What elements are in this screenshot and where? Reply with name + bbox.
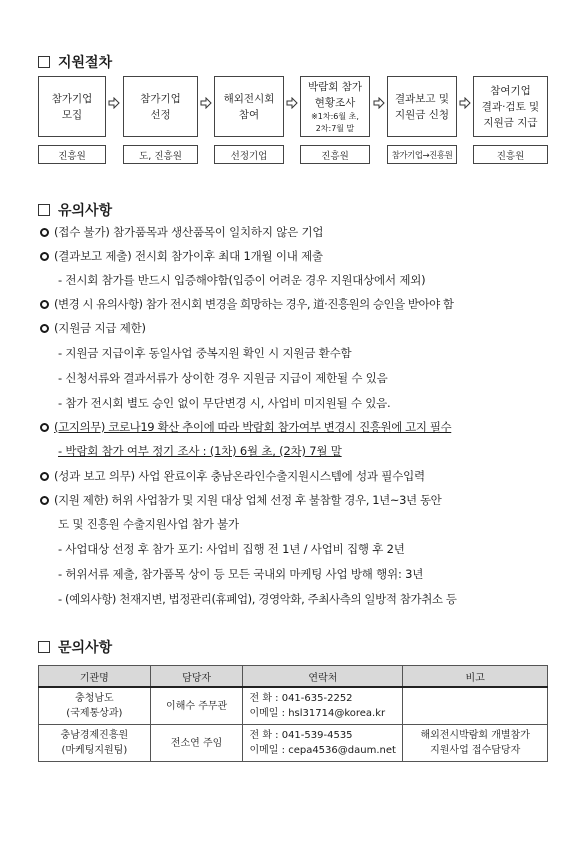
phone-text: 전 화 : 041-539-4535 bbox=[249, 730, 353, 741]
column-header: 비고 bbox=[403, 666, 548, 688]
flow-box bbox=[387, 76, 457, 137]
org-dept: (국제통상과) bbox=[66, 708, 123, 719]
flow-step-label: 결과보고 및 지원금 신청 bbox=[394, 92, 450, 121]
note-subitem: - 허위서류 제출, 참가품목 상이 등 모든 국내외 마케팅 사업 방해 행위: 3년 bbox=[58, 567, 424, 581]
note-subitem: - 사업대상 선정 후 참가 포기: 사업비 집행 전 1년 / 사업비 집행 후 2년 bbox=[58, 542, 405, 556]
table-header-row bbox=[39, 666, 548, 688]
section-title-procedure bbox=[38, 52, 112, 72]
note-subitem: - 지원금 지급이후 동일사업 중복지원 확인 시 지원금 환수함 bbox=[58, 346, 352, 360]
note-item bbox=[40, 492, 441, 508]
flow-box bbox=[38, 76, 106, 137]
flow-org: 진흥원 bbox=[473, 145, 548, 164]
flow-box bbox=[214, 76, 284, 137]
email-text: 이메일 : cepa4536@daum.net bbox=[249, 745, 396, 756]
note-continuation: 도 및 진흥원 수출지원사업 참가 불가 bbox=[58, 517, 239, 531]
note-subitem: - 참가 전시회 별도 승인 없이 무단변경 시, 사업비 미지원될 수 있음. bbox=[58, 396, 391, 410]
arrow-right-icon bbox=[459, 97, 471, 109]
note-item bbox=[40, 296, 453, 312]
note-text: (지원금 지급 제한) bbox=[54, 321, 146, 335]
note-subitem: - 전시회 참가를 반드시 입증해야함(입증이 어려운 경우 지원대상에서 제외) bbox=[58, 273, 426, 287]
note-item bbox=[40, 419, 451, 435]
email-text: 이메일 : hsl31714@korea.kr bbox=[249, 708, 386, 719]
org-name: 충청남도 bbox=[75, 693, 114, 704]
note-item bbox=[40, 248, 323, 264]
circle-bullet-icon bbox=[40, 496, 49, 505]
section-title-text: 문의사항 bbox=[58, 640, 113, 656]
person-cell: 이해수 주무관 bbox=[150, 687, 243, 725]
flow-step-note: ※1차:6월 초, 2차:7월 말 bbox=[311, 111, 359, 133]
flow-step-label: 해외전시회 참여 bbox=[223, 92, 275, 121]
person-cell: 전소연 주임 bbox=[150, 725, 243, 762]
circle-bullet-icon bbox=[40, 324, 49, 333]
section-title-inquiry bbox=[38, 637, 112, 657]
flow-box bbox=[123, 76, 198, 137]
arrow-right-icon bbox=[200, 97, 212, 109]
flow-box bbox=[300, 76, 370, 137]
note-text: (변경 시 유의사항) 참가 전시회 변경을 희망하는 경우, 道·진흥원의 승인을 받아야 함 bbox=[54, 297, 454, 311]
note-subitem: - (예외사항) 천재지변, 법정관리(휴폐업), 경영악화, 주최사측의 일방적 참가취소 등 bbox=[58, 592, 457, 606]
org-cell bbox=[39, 687, 151, 725]
circle-bullet-icon bbox=[40, 472, 49, 481]
arrow-right-icon bbox=[373, 97, 385, 109]
arrow-right-icon bbox=[286, 97, 298, 109]
column-header: 담당자 bbox=[150, 666, 243, 688]
note-subitem: - 박람회 참가 여부 정기 조사 : (1차) 6월 초, (2차) 7월 말 bbox=[58, 444, 342, 458]
checkbox-square-icon bbox=[38, 204, 50, 216]
checkbox-square-icon bbox=[38, 641, 50, 653]
org-name: 충남경제진흥원 bbox=[60, 730, 129, 741]
org-cell bbox=[39, 725, 151, 762]
phone-text: 전 화 : 041-635-2252 bbox=[249, 693, 353, 704]
arrow-right-icon bbox=[108, 97, 120, 109]
checkbox-square-icon bbox=[38, 56, 50, 68]
note-item bbox=[40, 224, 323, 240]
note-text: (성과 보고 의무) 사업 완료이후 충남온라인수출지원시스템에 성과 필수입력 bbox=[54, 469, 425, 483]
circle-bullet-icon bbox=[40, 423, 49, 432]
table-row bbox=[39, 687, 548, 725]
flow-org: 진흥원 bbox=[300, 145, 370, 164]
column-header: 연락처 bbox=[243, 666, 403, 688]
note-subitem: - 신청서류와 결과서류가 상이한 경우 지원금 지급이 제한될 수 있음 bbox=[58, 371, 388, 385]
section-title-notes bbox=[38, 200, 112, 220]
remark-cell bbox=[403, 725, 548, 762]
circle-bullet-icon bbox=[40, 252, 49, 261]
contact-cell bbox=[243, 725, 403, 762]
note-text: (고지의무) 코로나19 확산 추이에 따라 박람회 참가여부 변경시 진흥원에 고지 필수 bbox=[54, 420, 452, 434]
flow-org: 참가기업→진흥원 bbox=[387, 145, 457, 164]
note-text: (접수 불가) 참가품목과 생산품목이 일치하지 않은 기업 bbox=[54, 225, 324, 239]
table-row bbox=[39, 725, 548, 762]
circle-bullet-icon bbox=[40, 228, 49, 237]
note-item bbox=[40, 468, 425, 484]
flow-step-label: 참여기업 결과·검토 및 지원금 지급 bbox=[481, 84, 540, 129]
note-item bbox=[40, 320, 146, 336]
column-header: 기관명 bbox=[39, 666, 151, 688]
flow-step-label: 참가기업 선정 bbox=[140, 92, 181, 121]
circle-bullet-icon bbox=[40, 300, 49, 309]
flow-box bbox=[473, 76, 548, 137]
remark-text: 해외전시박람회 개별참가 bbox=[420, 730, 530, 741]
flow-org: 도, 진흥원 bbox=[123, 145, 198, 164]
remark-text: 지원사업 접수담당자 bbox=[430, 745, 521, 756]
flow-org: 선정기업 bbox=[214, 145, 284, 164]
section-title-text: 지원절차 bbox=[58, 55, 113, 71]
note-text: (결과보고 제출) 전시회 참가이후 최대 1개월 이내 제출 bbox=[54, 249, 323, 263]
section-title-text: 유의사항 bbox=[58, 203, 113, 219]
note-text: (지원 제한) 허위 사업참가 및 지원 대상 업체 선정 후 불참할 경우, 1년~3년 동안 bbox=[54, 493, 442, 507]
remark-cell bbox=[403, 687, 548, 725]
contact-table bbox=[38, 665, 548, 762]
flow-step-label: 박람회 참가 현황조사 bbox=[307, 80, 363, 109]
org-dept: (마케팅지원팀) bbox=[61, 745, 128, 756]
contact-cell bbox=[243, 687, 403, 725]
flow-step-label: 참가기업 모집 bbox=[51, 92, 93, 121]
flow-org: 진흥원 bbox=[38, 145, 106, 164]
